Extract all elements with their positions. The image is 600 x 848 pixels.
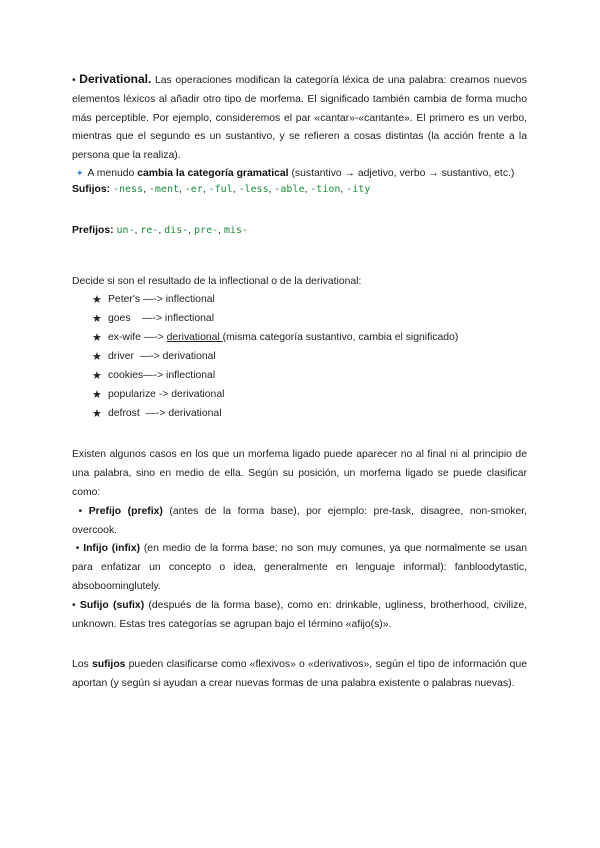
exercise-list [72,291,527,424]
star-icon: ★ [92,294,102,307]
suffix-item: -ness [113,183,144,195]
sufijos-line: Sufijos: -ness, -ment, -er, -ful, -less, -able, -tion, -ity [72,183,371,195]
star-icon: ★ [92,332,102,345]
prefix-item: pre- [194,224,219,236]
prefix-item: un- [116,224,135,236]
prefijo-item: • Prefijo (prefix) (antes de la forma base), por ejemplo: pre-task, disagree, non-smoker, overcook. [72,505,527,536]
star-icon: ★ [92,313,102,326]
prefix-item: dis- [164,224,189,236]
star-icon: ★ [92,370,102,383]
prefix-item: re- [140,224,159,236]
star-icon: ★ [92,389,102,402]
list-item: ★ Peter's —-> inflectional [92,291,527,310]
infijo-item: • Infijo (infix) (en medio de la forma base; no son muy comunes, ya que normalmente se usan para enfatizar un concepto o idea, generalmente en lenguaje informal): fanbloodytastic, absoboominglutely. [72,543,528,592]
prefijos-line: Prefijos: un-, re-, dis-, pre-, mis- [72,224,248,236]
suffix-item: -able [274,183,305,195]
note-post: (sustantivo → adjetivo, verbo → sustantivo, etc.) [288,167,515,179]
bullet: • [72,75,76,86]
suffix-item: -ment [148,183,179,195]
closing-paragraph: Los sufijos pueden clasificarse como «flexivos» o «derivativos», según el tipo de información que aportan (y según si ayudan a crear nuevas formas de una palabra existente o palabras nuevas). [72,659,528,690]
note-pre: A menudo [87,167,138,179]
suffix-item: -ity [346,183,371,195]
prefijos-label: Prefijos: [72,224,114,236]
derivational-note [72,166,527,181]
list-item: ★ popularize -> derivational [92,386,527,405]
list-item: ★ ex-wife —-> derivational (misma categoría sustantivo, cambia el significado) [92,329,527,348]
sufijo-item: • Sufijo (sufix) (después de la forma base), como en: drinkable, ugliness, brotherhood, civilize, unknown. Estas tres categorías se agrupan bajo el término «afijo(s)». [72,599,527,630]
document-page [72,70,527,694]
list-item: ★ cookies—-> inflectional [92,367,527,386]
exercise-intro: Decide si son el resultado de la inflectional o de la derivational: [72,275,362,287]
derivational-text: Las operaciones modifican la categoría léxica de una palabra: creamos nuevos elementos léxicos al añadir otro tipo de morfema. El significado también cambia de forma mucho más perceptible. Por ejemplo, consideremos el par «cantar»-«cantante». El primero es un verbo, mientras que el segundo es un sustantivo, y se refieren a cosas distintas (la acción frente a la persona que la realiza). [72,75,528,162]
list-item: ★ goes —-> inflectional [92,310,527,329]
list-item: ★ defrost —-> derivational [92,405,527,424]
star-icon: ★ [92,408,102,421]
list-item: ★ driver —-> derivational [92,348,527,367]
suffix-item: -ful [208,183,233,195]
sparkle-icon: ✦ [76,167,84,178]
suffix-item: -er [184,183,203,195]
suffix-item: -tion [310,183,341,195]
posicion-paragraph: Existen algunos casos en los que un morfema ligado puede aparecer no al final ni al principio de una palabra, sino en medio de ella. Según su posición, un morfema ligado se puede clasificar como: [72,449,527,498]
star-icon: ★ [92,351,102,364]
sufijos-label: Sufijos: [72,183,111,195]
derivational-title: Derivational. [79,72,152,86]
note-bold: cambia la categoría gramatical [137,167,289,179]
suffix-item: -less [238,183,269,195]
derivational-paragraph [72,70,527,166]
prefix-item: mis- [223,224,248,236]
